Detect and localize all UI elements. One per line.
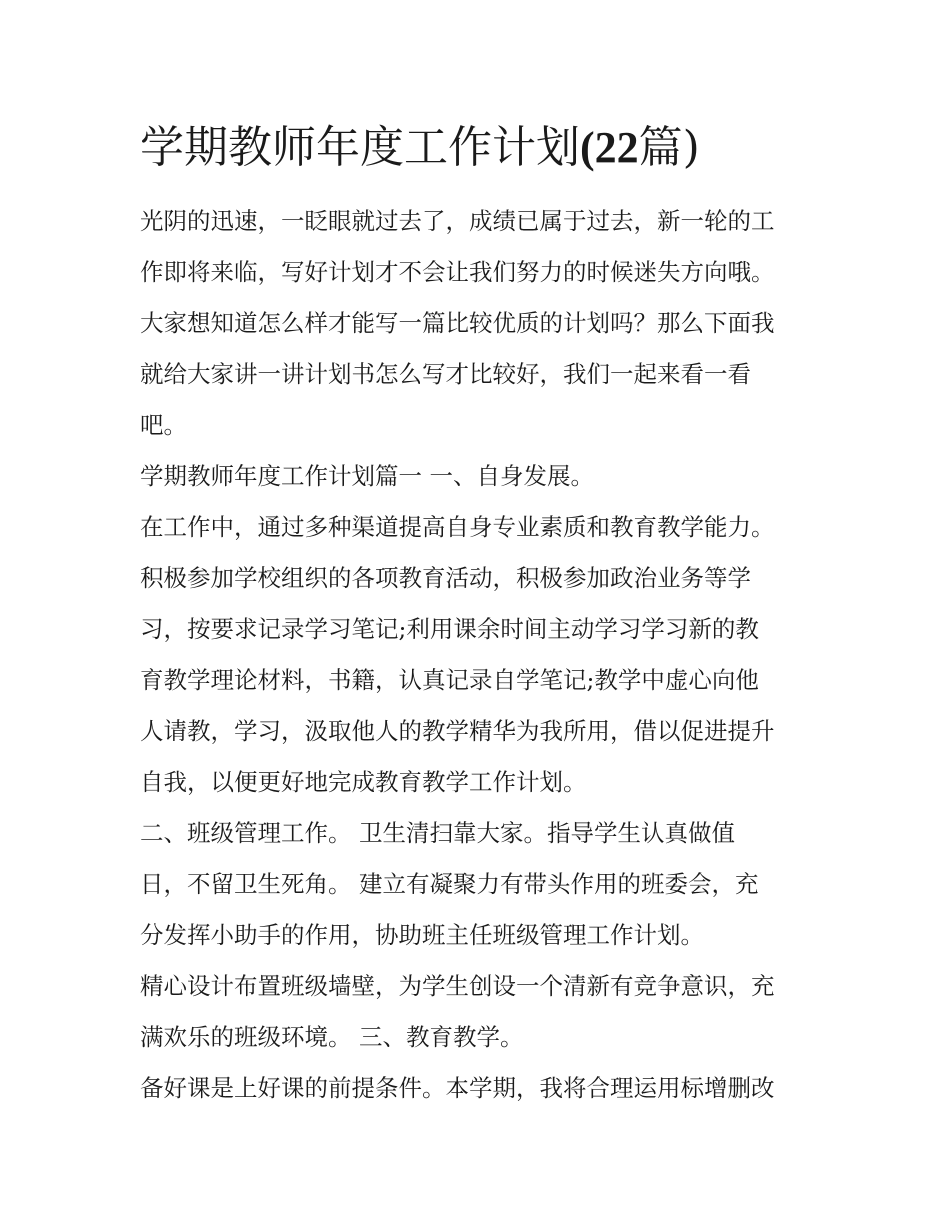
text-line: 习，按要求记录学习笔记;利用课余时间主动学习学习新的教 (140, 615, 759, 643)
document-title (140, 118, 700, 178)
section-heading-line: 学期教师年度工作计划篇一 一、自身发展。 (140, 462, 594, 490)
text-line: 光阴的迅速，一眨眼就过去了，成绩已属于过去，新一轮的工 (140, 207, 775, 235)
title-main: 学期教师年度工作计划 (140, 122, 580, 173)
text-line: 作即将来临，写好计划才不会让我们努力的时候迷失方向哦。 (140, 258, 775, 286)
document-body (140, 196, 820, 1114)
text-line: 自我，以便更好地完成教育教学工作计划。 (140, 768, 587, 796)
text-line: 日，不留卫生死角。 建立有凝聚力有带头作用的班委会，充 (140, 870, 759, 898)
text-line: 大家想知道怎么样才能写一篇比较优质的计划吗？那么下面我 (140, 309, 775, 337)
text-line: 吧。 (140, 411, 187, 439)
text-line: 分发挥小助手的作用，协助班主任班级管理工作计划。 (140, 921, 704, 949)
text-line: 积极参加学校组织的各项教育活动，积极参加政治业务等学 (140, 564, 751, 592)
text-line: 育教学理论材料，书籍，认真记录自学笔记;教学中虚心向他 (140, 666, 759, 694)
text-line: 人请教，学习，汲取他人的教学精华为我所用，借以促进提升 (140, 717, 775, 745)
text-line: 在工作中，通过多种渠道提高自身专业素质和教育教学能力。 (140, 513, 775, 541)
text-line: 备好课是上好课的前提条件。本学期，我将合理运用标增删改 (140, 1074, 775, 1102)
title-unit: 篇) (638, 122, 700, 173)
text-line: 满欢乐的班级环境。 三、教育教学。 (140, 1023, 524, 1051)
title-count: (22 (580, 123, 639, 172)
text-line: 就给大家讲一讲计划书怎么写才比较好，我们一起来看一看 (140, 360, 751, 388)
text-line: 精心设计布置班级墙壁，为学生创设一个清新有竞争意识，充 (140, 972, 775, 1000)
text-line: 二、班级管理工作。 卫生清扫靠大家。指导学生认真做值 (140, 819, 735, 847)
